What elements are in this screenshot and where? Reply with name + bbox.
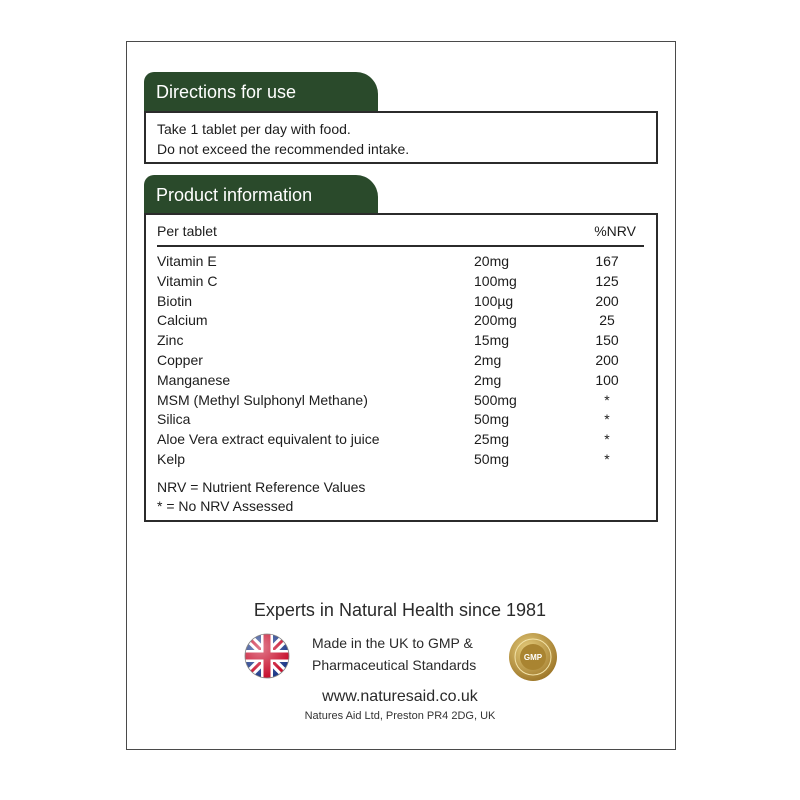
nutrient-nrv: 125: [595, 272, 619, 289]
nutrient-amount: 500mg: [474, 391, 517, 408]
nutrient-name: Aloe Vera extract equivalent to juice: [157, 431, 380, 448]
nutrient-name: Copper: [157, 351, 203, 368]
nutrient-amount: 50mg: [474, 411, 510, 428]
asterisk-note: * = No NRV Assessed: [157, 498, 294, 514]
nutrient-nrv: 167: [595, 253, 619, 269]
nutrient-name: Manganese: [157, 371, 231, 388]
nutrient-name: Vitamin C: [157, 272, 218, 289]
nutrient-amount: 15mg: [474, 332, 510, 349]
nutrient-name: Vitamin E: [157, 253, 217, 269]
nutrient-name: Kelp: [157, 450, 186, 467]
nutrient-row: [157, 430, 656, 450]
nutrient-nrv: 25: [599, 312, 615, 329]
nutrient-amount: 20mg: [474, 253, 510, 269]
nutrient-row: [157, 410, 656, 430]
directions-title: Directions for use: [156, 82, 297, 102]
nutrient-row: [157, 391, 656, 411]
nutrient-nrv: 200: [595, 351, 619, 368]
nutrient-table: [157, 252, 656, 470]
made-in-uk-text: [312, 632, 476, 676]
nutrient-nrv: *: [604, 450, 610, 467]
nutrient-nrv: *: [604, 431, 610, 448]
table-header: [157, 223, 644, 247]
nutrient-nrv: 100: [595, 371, 619, 388]
nutrient-name: Biotin: [157, 292, 193, 309]
nutrient-row: [157, 351, 656, 371]
gmp-seal-label: GMP: [523, 653, 543, 662]
gmp-seal-icon: [508, 632, 558, 682]
nutrient-row: [157, 371, 656, 391]
directions-line: Do not exceed the recommended intake.: [157, 141, 410, 157]
nutrient-amount: 100µg: [474, 292, 514, 309]
table-notes: [157, 478, 365, 516]
nutrient-amount: 200mg: [474, 312, 517, 329]
nutrient-nrv: 200: [595, 292, 619, 309]
directions-line: Take 1 tablet per day with food.: [157, 121, 351, 137]
nutrient-nrv: 150: [595, 332, 619, 349]
nutrient-row: [157, 331, 656, 351]
directions-tab: [144, 72, 378, 112]
nutrient-name: Silica: [157, 411, 191, 428]
uk-flag-icon: [243, 632, 291, 680]
nutrient-amount: 50mg: [474, 450, 510, 467]
nutrient-amount: 100mg: [474, 272, 517, 289]
product-info-tab: [144, 175, 378, 215]
nrv-header: %NRV: [594, 223, 636, 239]
directions-box: [144, 111, 658, 164]
made-in-line: Pharmaceutical Standards: [312, 657, 477, 673]
nutrient-name: Zinc: [157, 332, 184, 349]
nrv-note: NRV = Nutrient Reference Values: [157, 479, 366, 495]
company-address: Natures Aid Ltd, Preston PR4 2DG, UK: [304, 710, 496, 722]
nutrient-nrv: *: [604, 391, 610, 408]
website-link[interactable]: www.naturesaid.co.uk: [322, 688, 478, 705]
per-tablet-header: Per tablet: [157, 223, 217, 239]
nutrient-amount: 2mg: [474, 371, 502, 388]
nutrient-name: MSM (Methyl Sulphonyl Methane): [157, 391, 368, 408]
nutrient-row: [157, 252, 656, 272]
made-in-line: Made in the UK to GMP &: [312, 635, 473, 651]
nutrient-amount: 2mg: [474, 351, 502, 368]
nutrient-row: [157, 450, 656, 470]
nutrient-row: [157, 311, 656, 331]
nutrient-row: [157, 292, 656, 312]
product-info-box: [144, 213, 658, 522]
product-info-title: Product information: [156, 185, 313, 205]
tagline: Experts in Natural Health since 1981: [253, 600, 547, 620]
nutrient-nrv: *: [604, 411, 610, 428]
nutrient-name: Calcium: [157, 312, 208, 329]
nutrient-amount: 25mg: [474, 431, 510, 448]
nutrient-row: [157, 272, 656, 292]
